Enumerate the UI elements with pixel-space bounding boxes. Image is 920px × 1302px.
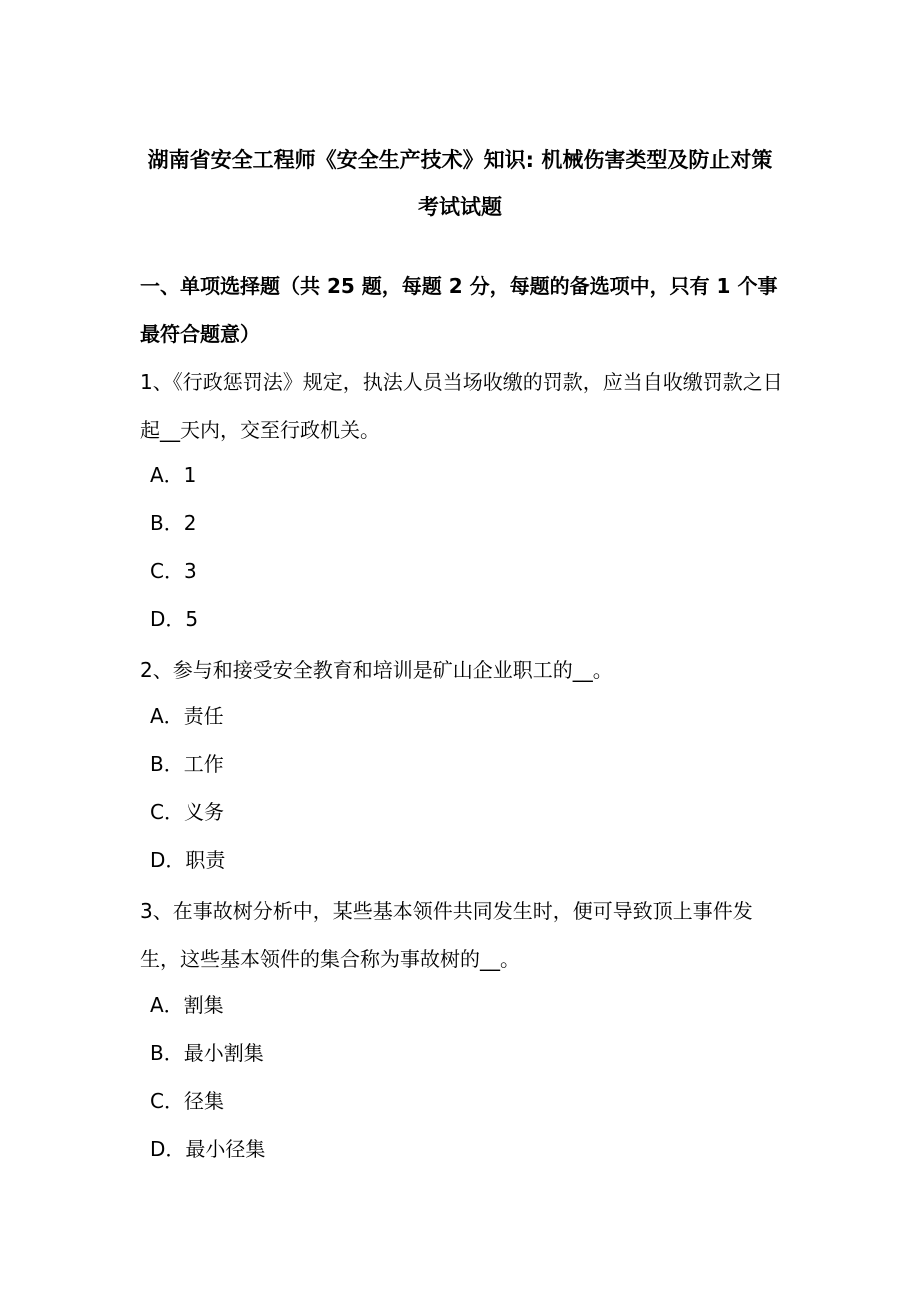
question-1-option-a: A．1 [150,463,197,487]
question-1-option-b: B．2 [150,511,197,535]
question-2-option-c: C．义务 [150,800,224,824]
question-3-option-b: B．最小割集 [150,1041,264,1065]
question-2-option-b: B．工作 [150,752,224,776]
question-1-text: 1、《行政惩罚法》规定，执法人员当场收缴的罚款，应当自收缴罚款之日起__天内，交至行政机关。 [140,370,783,442]
section-heading: 一、单项选择题（共 25 题，每题 2 分，每题的备选项中，只有 1 个事最符合题意） [140,274,778,346]
question-1-option-d: D．5 [150,607,199,631]
question-3-text: 3、在事故树分析中，某些基本领件共同发生时，便可导致顶上事件发生，这些基本领件的集合称为事故树的__。 [140,899,753,971]
question-2-text: 2、参与和接受安全教育和培训是矿山企业职工的__。 [140,658,613,682]
document-title-line-1: 湖南省安全工程师《安全生产技术》知识: 机械伤害类型及防止对策 [147,148,773,172]
question-2-option-d: D．职责 [150,848,226,872]
question-1-option-c: C．3 [150,559,197,583]
question-3-option-d: D．最小径集 [150,1137,266,1161]
question-3-option-c: C．径集 [150,1089,224,1113]
document-title-line-2: 考试试题 [418,195,502,219]
question-3-option-a: A．割集 [150,993,224,1017]
question-2-option-a: A．责任 [150,704,224,728]
